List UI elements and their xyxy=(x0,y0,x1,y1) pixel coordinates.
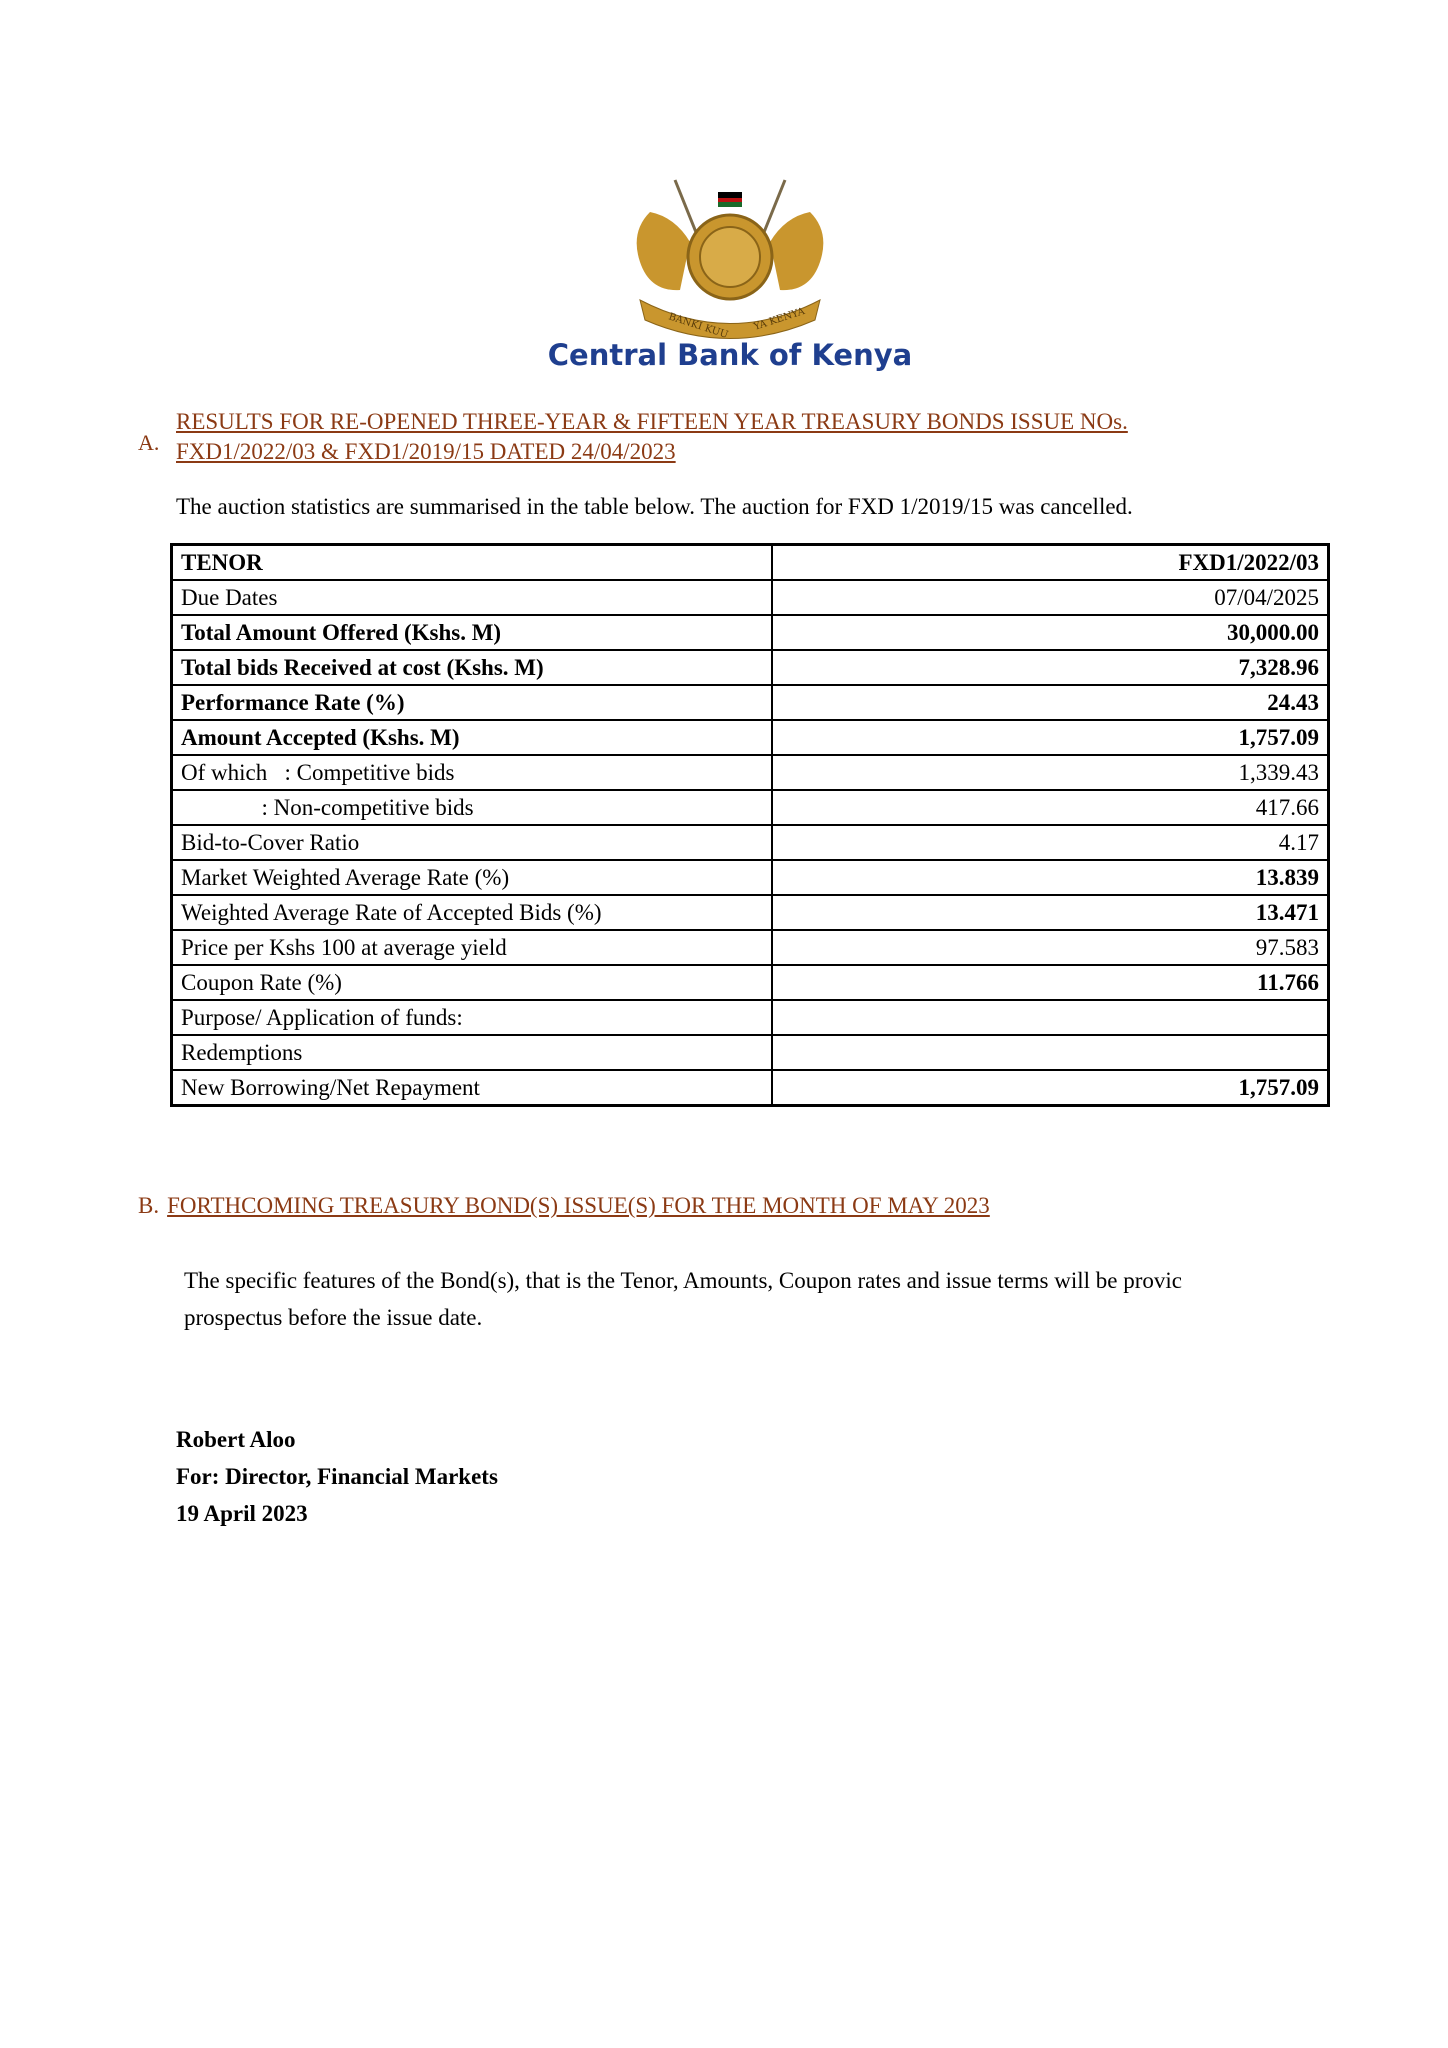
signature-date: 19 April 2023 xyxy=(176,1501,308,1526)
section-b-paragraph xyxy=(184,1262,1330,1336)
row-value: 7,328.96 xyxy=(772,650,1329,685)
row-value: 4.17 xyxy=(772,825,1329,860)
row-value: 1,757.09 xyxy=(772,720,1329,755)
table-row xyxy=(172,755,1329,790)
logo-ribbon-left-text: BANKI KUU xyxy=(667,311,730,341)
row-label: Price per Kshs 100 at average yield xyxy=(172,930,773,965)
row-value xyxy=(772,1000,1329,1035)
row-value: 30,000.00 xyxy=(772,615,1329,650)
table-row xyxy=(172,1035,1329,1070)
row-value: 24.43 xyxy=(772,685,1329,720)
row-value: 97.583 xyxy=(772,930,1329,965)
row-label: Due Dates xyxy=(172,580,773,615)
table-row xyxy=(172,1000,1329,1035)
section-a-title xyxy=(176,407,1326,467)
section-b-heading xyxy=(138,1193,990,1219)
table-row xyxy=(172,930,1329,965)
table-row xyxy=(172,965,1329,1000)
table-row xyxy=(172,685,1329,720)
row-value: 13.471 xyxy=(772,895,1329,930)
signature-block xyxy=(176,1421,498,1532)
row-label: Redemptions xyxy=(172,1035,773,1070)
row-value: 07/04/2025 xyxy=(772,580,1329,615)
table-row xyxy=(172,720,1329,755)
row-label: TENOR xyxy=(172,545,773,581)
row-label: New Borrowing/Net Repayment xyxy=(172,1070,773,1106)
row-value: FXD1/2022/03 xyxy=(772,545,1329,581)
cbk-coat-of-arms-logo xyxy=(620,172,840,342)
section-a-title-line2: FXD1/2022/03 & FXD1/2019/15 DATED 24/04/2023 xyxy=(176,439,676,464)
auction-results-table xyxy=(170,543,1330,1107)
row-label: Total Amount Offered (Kshs. M) xyxy=(172,615,773,650)
table-row xyxy=(172,1070,1329,1106)
row-label: Amount Accepted (Kshs. M) xyxy=(172,720,773,755)
row-value: 1,339.43 xyxy=(772,755,1329,790)
section-a-letter: A. xyxy=(138,430,160,455)
row-label: Total bids Received at cost (Kshs. M) xyxy=(172,650,773,685)
table-row xyxy=(172,825,1329,860)
row-label: Weighted Average Rate of Accepted Bids (%) xyxy=(172,895,773,930)
row-value: 13.839 xyxy=(772,860,1329,895)
section-b-paragraph-line2: prospectus before the issue date. xyxy=(184,1305,483,1330)
table-row xyxy=(172,615,1329,650)
auction-intro-text: The auction statistics are summarised in the table below. The auction for FXD 1/2019/15 was cancelled. xyxy=(176,494,1133,519)
section-b-title: FORTHCOMING TREASURY BOND(S) ISSUE(S) FOR THE MONTH OF MAY 2023 xyxy=(167,1193,990,1218)
bank-name: Central Bank of Kenya xyxy=(547,338,913,372)
row-value xyxy=(772,1035,1329,1070)
signatory-role: For: Director, Financial Markets xyxy=(176,1464,498,1489)
row-value: 1,757.09 xyxy=(772,1070,1329,1106)
section-b-paragraph-line1: The specific features of the Bond(s), that is the Tenor, Amounts, Coupon rates and issue terms will be provic xyxy=(184,1268,1182,1293)
row-value: 417.66 xyxy=(772,790,1329,825)
row-label: Coupon Rate (%) xyxy=(172,965,773,1000)
table-row xyxy=(172,895,1329,930)
row-label: : Non-competitive bids xyxy=(172,790,773,825)
row-label: Purpose/ Application of funds: xyxy=(172,1000,773,1035)
section-a-title-line1: RESULTS FOR RE-OPENED THREE-YEAR & FIFTEEN YEAR TREASURY BONDS ISSUE NOs. xyxy=(176,409,1128,434)
table-row xyxy=(172,580,1329,615)
row-value: 11.766 xyxy=(772,965,1329,1000)
logo-ribbon-right-text: YA KENYA xyxy=(752,306,807,333)
row-label: Bid-to-Cover Ratio xyxy=(172,825,773,860)
table-row xyxy=(172,860,1329,895)
row-label: Of which : Competitive bids xyxy=(172,755,773,790)
table-row xyxy=(172,790,1329,825)
row-label: Market Weighted Average Rate (%) xyxy=(172,860,773,895)
signatory-name: Robert Aloo xyxy=(176,1427,296,1452)
section-b-letter: B. xyxy=(138,1193,160,1218)
table-row xyxy=(172,545,1329,581)
row-label: Performance Rate (%) xyxy=(172,685,773,720)
table-row xyxy=(172,650,1329,685)
